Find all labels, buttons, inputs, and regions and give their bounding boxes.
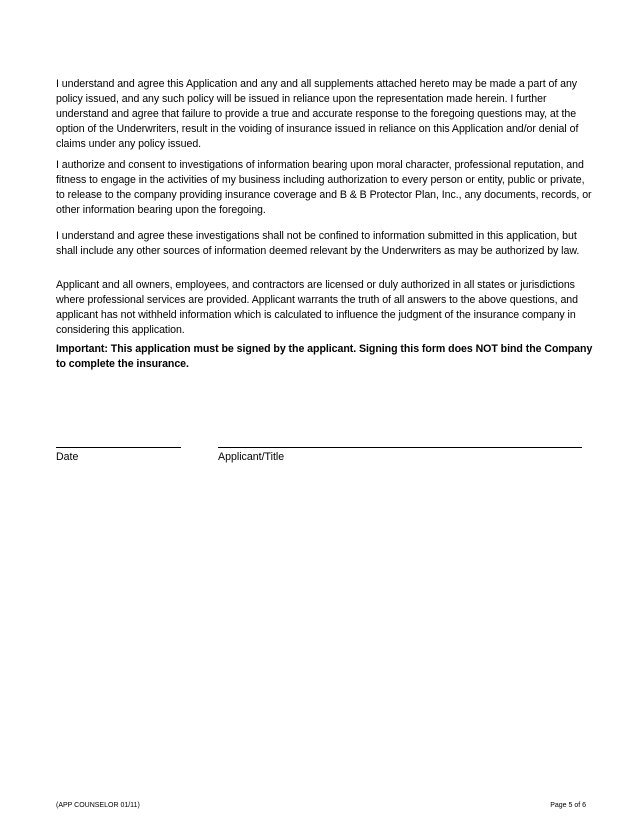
date-label: Date	[56, 451, 79, 463]
authorization-paragraph: I authorize and consent to investigations of information bearing upon moral character, professional reputation, and fitness to engage in the activities of my business including authorization to every person or entity, public or private, to release to the company providing insurance coverage and B & B Protector Plan, Inc., any documents, records, or other information bearing upon the foregoing.	[56, 159, 592, 216]
important-notice: Important: This application must be signed by the applicant. Signing this form does NOT bind the Company to complete the insurance.	[56, 343, 593, 370]
investigation-scope-paragraph: I understand and agree these investigations shall not be confined to information submitted in this application, but shall include any other sources of information deemed relevant by the Underwriters as may be authorized by law.	[56, 230, 580, 257]
agreement-paragraph: I understand and agree this Application and any and all supplements attached hereto may be made a part of any policy issued, and any such policy will be issued in reliance upon the representation made herein. I further understand and agree that failure to provide a true and accurate response to the foregoing questions may, at the option of the Underwriters, result in the voiding of insurance issued in reliance on this Application and/or denial of claims under any policy issued.	[56, 78, 579, 150]
applicant-title-label: Applicant/Title	[218, 451, 285, 463]
date-signature-line[interactable]	[56, 447, 181, 448]
applicant-signature-line[interactable]	[218, 447, 582, 448]
page-number: Page 5 of 6	[550, 802, 586, 809]
licensing-warranty-paragraph: Applicant and all owners, employees, and contractors are licensed or duly authorized in all states or jurisdictions where professional services are provided. Applicant warrants the truth of all answers to the above questions, and applicant has not withheld information which is calculated to influence the judgment of the insurance company in considering this application.	[56, 279, 578, 336]
form-code: (APP COUNSELOR 01/11)	[56, 802, 140, 809]
